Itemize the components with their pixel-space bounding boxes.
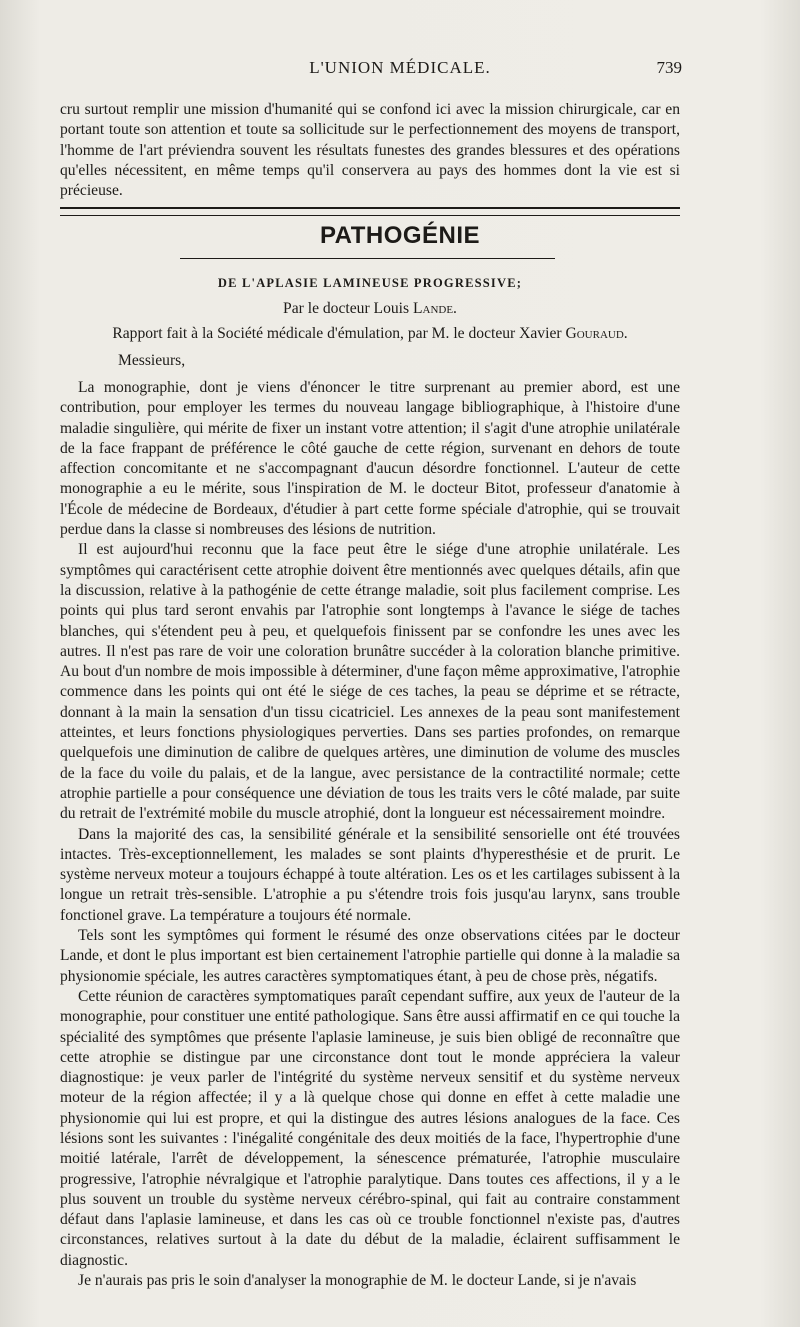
author-name: Lande. <box>412 300 457 317</box>
body-paragraph: Il est aujourd'hui reconnu que la face peut être le siége d'une atrophie unilatérale. Les symptômes qui caractérisent cette atrophie doivent être mentionnés avec quelques détails, afin que la discussion, relative à la pathogénie de cette étrange maladie, soit plus facilement comprise. Les points qui plus tard seront envahis par l'atrophie sont longtemps à l'avance le siége de taches blanches, qui s'étendent peu à peu, et quelquefois finissent par se confondre les unes avec les autres. Il n'est pas rare de voir une coloration brunâtre succéder à la coloration blanche primitive. Au bout d'un nombre de mois impossible à déterminer, d'une façon même approximative, l'atrophie commence dans les points qui ont été le siége de ces taches, la peau se déprime et se rétracte, donnant à la main la sensation d'un tissu cicatriciel. Les annexes de la peau sont manifestement atteintes, et leurs fonctions physiologiques perverties. Dans ses parties profondes, on remarque quelquefois une diminution de calibre de quelques artères, une diminution de volume des muscles de la face du voile du palais, et de la langue, avec persistance de la contractilité normale; cette atrophie partielle a pour conséquence une déviation de tous les traits vers le côté malade, par suite du retrait de l'extrémité mobile du muscle atrophié, dont la longueur est nécessairement moindre. <box>60 541 680 823</box>
body-paragraph: Je n'aurais pas pris le soin d'analyser la monographie de M. le docteur Lande, si je n'avais <box>78 1272 637 1290</box>
body-paragraph: Dans la majorité des cas, la sensibilité générale et la sensibilité sensorielle ont été trouvées intactes. Très-exceptionnellement, les malades se sont plaints d'hyperesthésie et de prurit. Le système nerveux moteur a toujours échappé à toute altération. Les os et les cartilages subissent à la longue un retrait très-sensible. L'atrophie a pu s'étendre trois fois jusqu'au larynx, sans trouble fonctionel grave. La température a toujours été normale. <box>60 825 680 924</box>
article-title: DE L'APLASIE LAMINEUSE PROGRESSIVE; <box>217 276 523 290</box>
section-title: PATHOGÉNIE <box>319 222 481 249</box>
byline-prefix: Par le docteur Louis <box>283 300 413 317</box>
body-paragraph: La monographie, dont je viens d'énoncer le titre surprenant au premier abord, est une contribution, pour employer les termes du nouveau langage bibliographique, à l'histoire d'une maladie singulière, qui mérite de fixer un instant votre attention; il s'agit d'une atrophie unilatérale de la face frappant de préférence le côté gauche de cette région, survenant en dehors de toute affection concomitante et ne s'accompagnant d'aucun désordre fonctionnel. L'auteur de cette monographie a eu le mérite, sous l'inspiration de M. le docteur Bitot, professeur d'anatomie à l'École de médecine de Bordeaux, d'étudier à part cette forme spéciale d'atrophie, qui se trouvait perdue dans la classe si nombreuses des lésions de nutrition. <box>60 379 680 539</box>
article-body <box>60 378 680 1291</box>
page-number: 739 <box>656 58 682 77</box>
reporter-name: Gouraud. <box>565 325 628 342</box>
running-title: L'UNION MÉDICALE. <box>309 58 491 77</box>
body-paragraph: Tels sont les symptômes qui forment le résumé des onze observations citées par le docteur Lande, et dont le plus important est bien certainement l'atrophie partielle qui donne à la maladie sa physionomie spéciale, les autres caractères symptomatiques étant, à peu de chose près, négatifs. <box>60 927 680 985</box>
report-prefix: Rapport fait à la Société médicale d'émulation, par M. le docteur Xavier <box>112 325 566 342</box>
intro-paragraph: cru surtout remplir une mission d'humanité qui se confond ici avec la mission chirurgicale, car en portant toute son attention et toute sa sollicitude sur le perfectionnement des moyens de transport, l'homme de l'art préviendra souvent les résultats funestes des grandes blessures et des opérations qu'elles nécessitent, en même temps qu'il conservera au pays des hommes dont la vie est si précieuse. <box>60 101 680 200</box>
title-underline <box>180 258 555 259</box>
intro-block <box>60 100 680 201</box>
section-divider <box>60 207 680 216</box>
page-header <box>0 58 800 82</box>
byline <box>0 300 740 318</box>
report-line <box>0 325 740 343</box>
salutation: Messieurs, <box>118 352 186 369</box>
body-paragraph: Cette réunion de caractères symptomatiques paraît cependant suffire, aux yeux de l'auteur de la monographie, pour constituer une entité pathologique. Sans être aussi affirmatif en ce qui touche la spécialité des symptômes que présente l'aplasie lamineuse, je suis bien obligé de reconnaître que cette atrophie se distingue par une circonstance dont tout le monde appréciera la valeur diagnostique: je veux parler de l'intégrité du système nerveux sensitif et du système nerveux moteur de la région affectée; il y a là quelque chose qui donne en effet à cette maladie une physionomie qui lui est propre, et qui la distingue des autres lésions analogues de la face. Ces lésions sont les suivantes : l'inégalité congénitale des deux moitiés de la face, l'hypertrophie d'une moitié latérale, l'arrêt de développement, la sénescence prématurée, l'atrophie musculaire progressive, l'atrophie névralgique et l'atrophie paralytique. Dans toutes ces affections, il y a le plus souvent un trouble du système nerveux cérébro-spinal, qui fait au contraire constamment défaut dans l'aplasie lamineuse, et dans les cas où ce trouble fonctionnel n'existe pas, d'autres circonstances, relatives surtout à la date du début de la maladie, éclairent suffisamment le diagnostic. <box>60 987 680 1269</box>
